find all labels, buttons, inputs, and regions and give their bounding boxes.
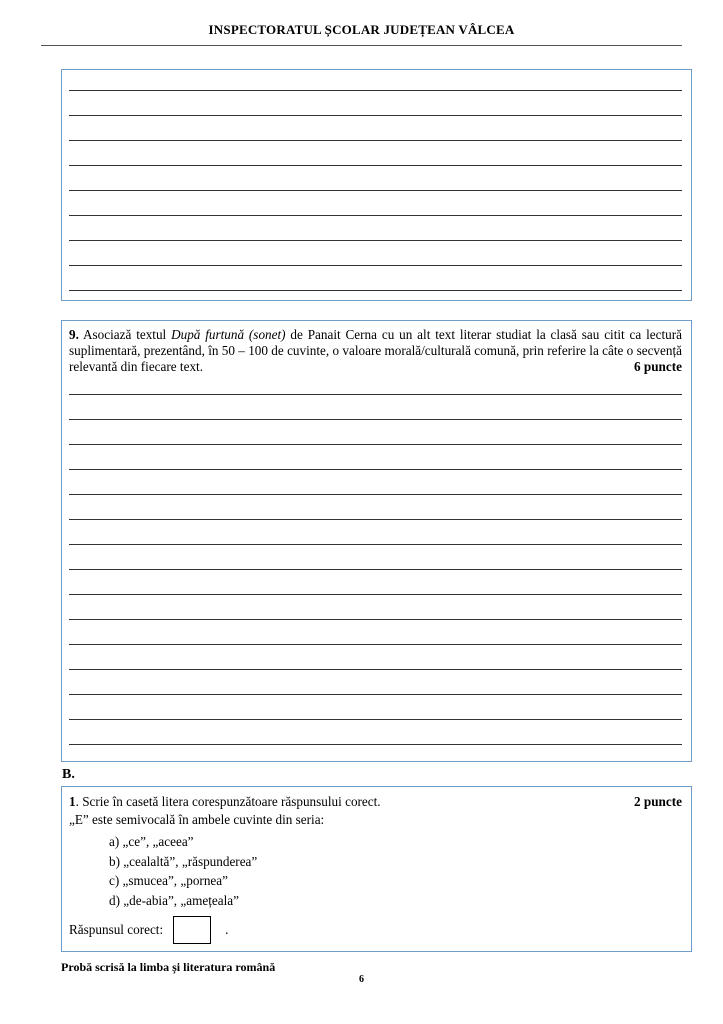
writing-line[interactable] [69,544,682,545]
writing-line[interactable] [69,444,682,445]
question-9-number: 9. [69,327,79,342]
option-d: d) „de-abia”, „amețeala” [109,892,239,908]
question-b1-number: 1 [69,794,76,809]
writing-line[interactable] [69,265,682,266]
question-b1-points: 2 puncte [634,794,682,809]
writing-line[interactable] [69,90,682,91]
writing-line[interactable] [69,744,682,745]
writing-line[interactable] [69,519,682,520]
option-c: c) „smucea”, „pornea” [109,873,228,888]
writing-line[interactable] [69,569,682,570]
writing-line[interactable] [69,215,682,216]
question-9-text: 9. Asociază textul După furtună (sonet) de Panait Cerna cu un alt text literar studiat la clasă sau citit ca lectură suplimentară, prezentând, în 50 – 100 de cuvinte, o valoare morală/culturală comună, prin referire la câte o secvență relevantă din fiecare text. 6 puncte [69,327,682,374]
writing-line[interactable] [69,644,682,645]
writing-line[interactable] [69,719,682,720]
writing-line[interactable] [69,394,682,395]
question-b1-stem: „E” este semivocală în ambele cuvinte din seria: [69,812,325,827]
answer-input-box[interactable] [173,916,211,944]
writing-line[interactable] [69,469,682,470]
writing-line[interactable] [69,419,682,420]
answer-options [109,832,257,910]
answer-label: Răspunsul corect: [69,922,164,937]
work-title: După furtună (sonet) [171,327,286,342]
writing-line[interactable] [69,619,682,620]
option-b: b) „cealaltă”, „răspunderea” [109,853,258,869]
page-number: 6 [359,974,364,985]
writing-line[interactable] [69,694,682,695]
writing-line[interactable] [69,240,682,241]
page-header-title: INSPECTORATUL ȘCOLAR JUDEȚEAN VÂLCEA [208,22,515,37]
answer-area-previous [61,69,692,301]
header-divider [41,45,682,46]
answer-row [69,915,228,945]
question-b1-instruction: 1. Scrie în casetă litera corespunzătoare răspunsului corect. 2 puncte [69,794,682,809]
section-b-heading: B. [62,767,75,782]
writing-line[interactable] [69,190,682,191]
question-9-box [61,320,692,762]
option-a: a) „ce”, „aceea” [109,834,194,849]
writing-line[interactable] [69,140,682,141]
writing-line[interactable] [69,115,682,116]
writing-line[interactable] [69,494,682,495]
writing-line[interactable] [69,165,682,166]
question-b1-box [61,786,692,952]
question-9-points: 6 puncte [634,359,682,374]
writing-line[interactable] [69,669,682,670]
answer-period: . [225,922,229,937]
writing-line[interactable] [69,290,682,291]
writing-line[interactable] [69,594,682,595]
footer-exam-title: Probă scrisă la limba și literatura română [61,960,276,974]
